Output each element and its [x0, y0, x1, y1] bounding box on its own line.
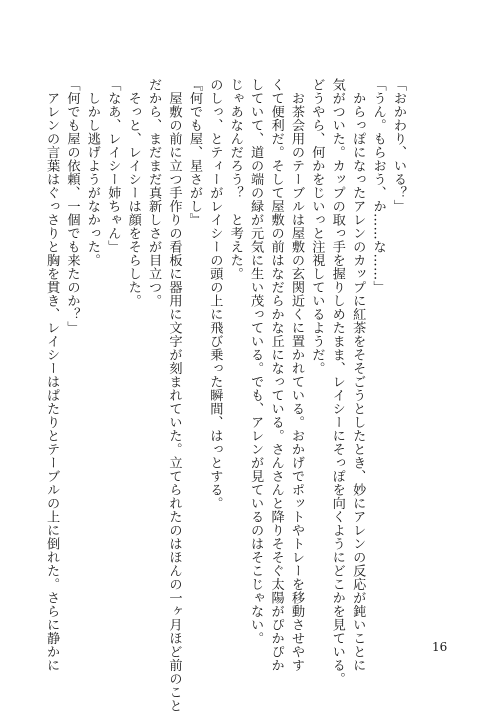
text-line: 「何でも屋の依頼、一個でも来たのか？」 [64, 78, 80, 335]
text-line: しかし逃げようがなかった。 [84, 78, 100, 267]
text-line: どうやら、何かをじいっと注視しているようだ。 [309, 78, 325, 375]
text-line: 『何でも屋、星さがし』 [186, 78, 202, 227]
text-line: からっぽになったアレンのカップに紅茶をそそごうとしたとき、妙にアレンの反応が鈍いことに [350, 78, 366, 672]
text-line: そっと、レイシーは顔をそらした。 [125, 78, 141, 308]
text-line: のしっ、とティーがレイシーの頭の上に飛び乗った瞬間、はっとする。 [207, 78, 223, 510]
body-text [44, 78, 408, 713]
text-line: アレンの言葉はぐっさりと胸を貫き、レイシーはぱたりとテーブルの上に倒れた。さらに静かに [44, 78, 60, 672]
text-line: 「なあ、レイシー姉ちゃん」 [105, 78, 121, 254]
text-line: お茶会用のテーブルは屋敷の玄関近くに置かれている。おかげでポットやトレーを移動させやす [288, 78, 304, 672]
text-line: 気がついた。カップの取っ手を握りしめたまま、レイシーにそっぽを向くようにどこかを見ている。 [329, 78, 345, 686]
text-line: だから、まだまだ真新しさが目立つ。 [146, 78, 162, 308]
text-line: していて、道の端の緑が元気に生い茂っている。でも、アレンが見ているのはそこじゃない。 [248, 78, 264, 645]
text-line: 屋敷の前に立つ手作りの看板に器用に文字が刻まれていた。立てられたのはほんの一ヶ月ほど前のこと [166, 78, 182, 713]
text-line: 「うん。もらおう、か……な……」 [370, 78, 386, 294]
page-number: 16 [432, 640, 448, 654]
text-line: 「おかわり、いる？」 [391, 78, 406, 213]
text-line: じゃあなんだろう？ と考えた。 [227, 78, 243, 281]
text-line: くて便利だ。そして屋敷の前はなだらかな丘になっている。さんさんと降りそそぐ太陽がぴかぴか [268, 78, 284, 672]
